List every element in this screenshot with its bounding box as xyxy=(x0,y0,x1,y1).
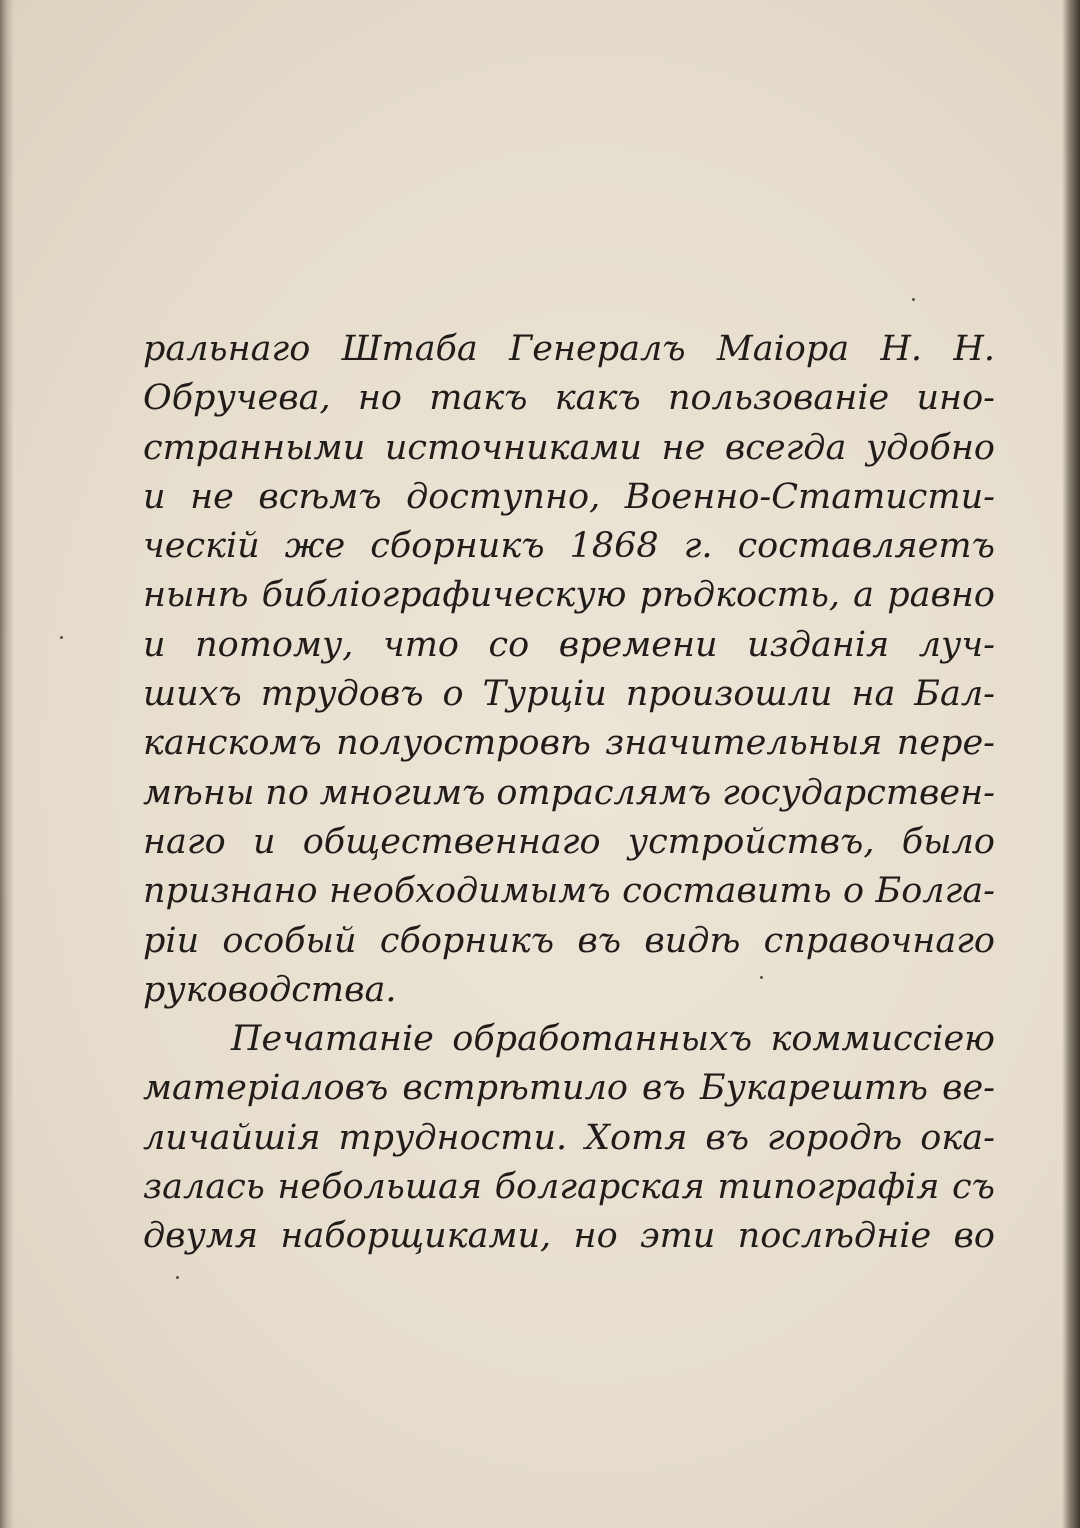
paper-speck xyxy=(176,1276,179,1279)
paragraph-2 xyxy=(143,1015,995,1261)
text-line: матеріаловъ встрѣтило въ Букарештѣ ве- xyxy=(143,1068,995,1109)
binding-shadow xyxy=(0,0,14,1528)
text-line: шихъ трудовъ о Турціи произошли на Бал- xyxy=(143,674,995,715)
text-line: личайшія трудности. Хотя въ городѣ ока- xyxy=(143,1117,995,1158)
text-line: руководства. xyxy=(143,969,397,1010)
text-line: признано необходимымъ составить о Болга- xyxy=(143,871,995,912)
text-line: и не всѣмъ доступно, Военно-Статисти- xyxy=(143,476,995,517)
paper-speck xyxy=(912,298,915,301)
text-line: мѣны по многимъ отраслямъ государствен- xyxy=(143,772,995,813)
paper-speck xyxy=(760,976,763,979)
paragraph-1 xyxy=(143,325,995,1015)
text-line: ческій же сборникъ 1868 г. составляетъ xyxy=(143,526,995,567)
text-line: нынѣ библіографическую рѣдкость, а равно xyxy=(143,575,995,616)
paper-speck xyxy=(60,636,63,639)
text-line: Печатаніе обработанныхъ коммиссіею xyxy=(231,1019,995,1060)
text-line: Обручева, но такъ какъ пользованіе ино- xyxy=(143,378,995,419)
text-line: двумя наборщиками, но эти послѣдніе во xyxy=(143,1216,995,1257)
text-line: ріи особый сборникъ въ видѣ справочнаго xyxy=(143,920,995,961)
text-line: канскомъ полуостровѣ значительныя пере- xyxy=(143,723,995,764)
page-edge xyxy=(1062,0,1080,1528)
text-line: и потому, что со времени изданія луч- xyxy=(143,624,995,665)
body-text xyxy=(143,325,995,1262)
text-line: наго и общественнаго устройствъ, было xyxy=(143,821,995,862)
text-line: странными источниками не всегда удобно xyxy=(143,427,995,468)
text-line: ральнаго Штаба Генералъ Маіора Н. Н. xyxy=(143,329,995,369)
text-line: залась небольшая болгарская типографія съ xyxy=(143,1167,995,1208)
